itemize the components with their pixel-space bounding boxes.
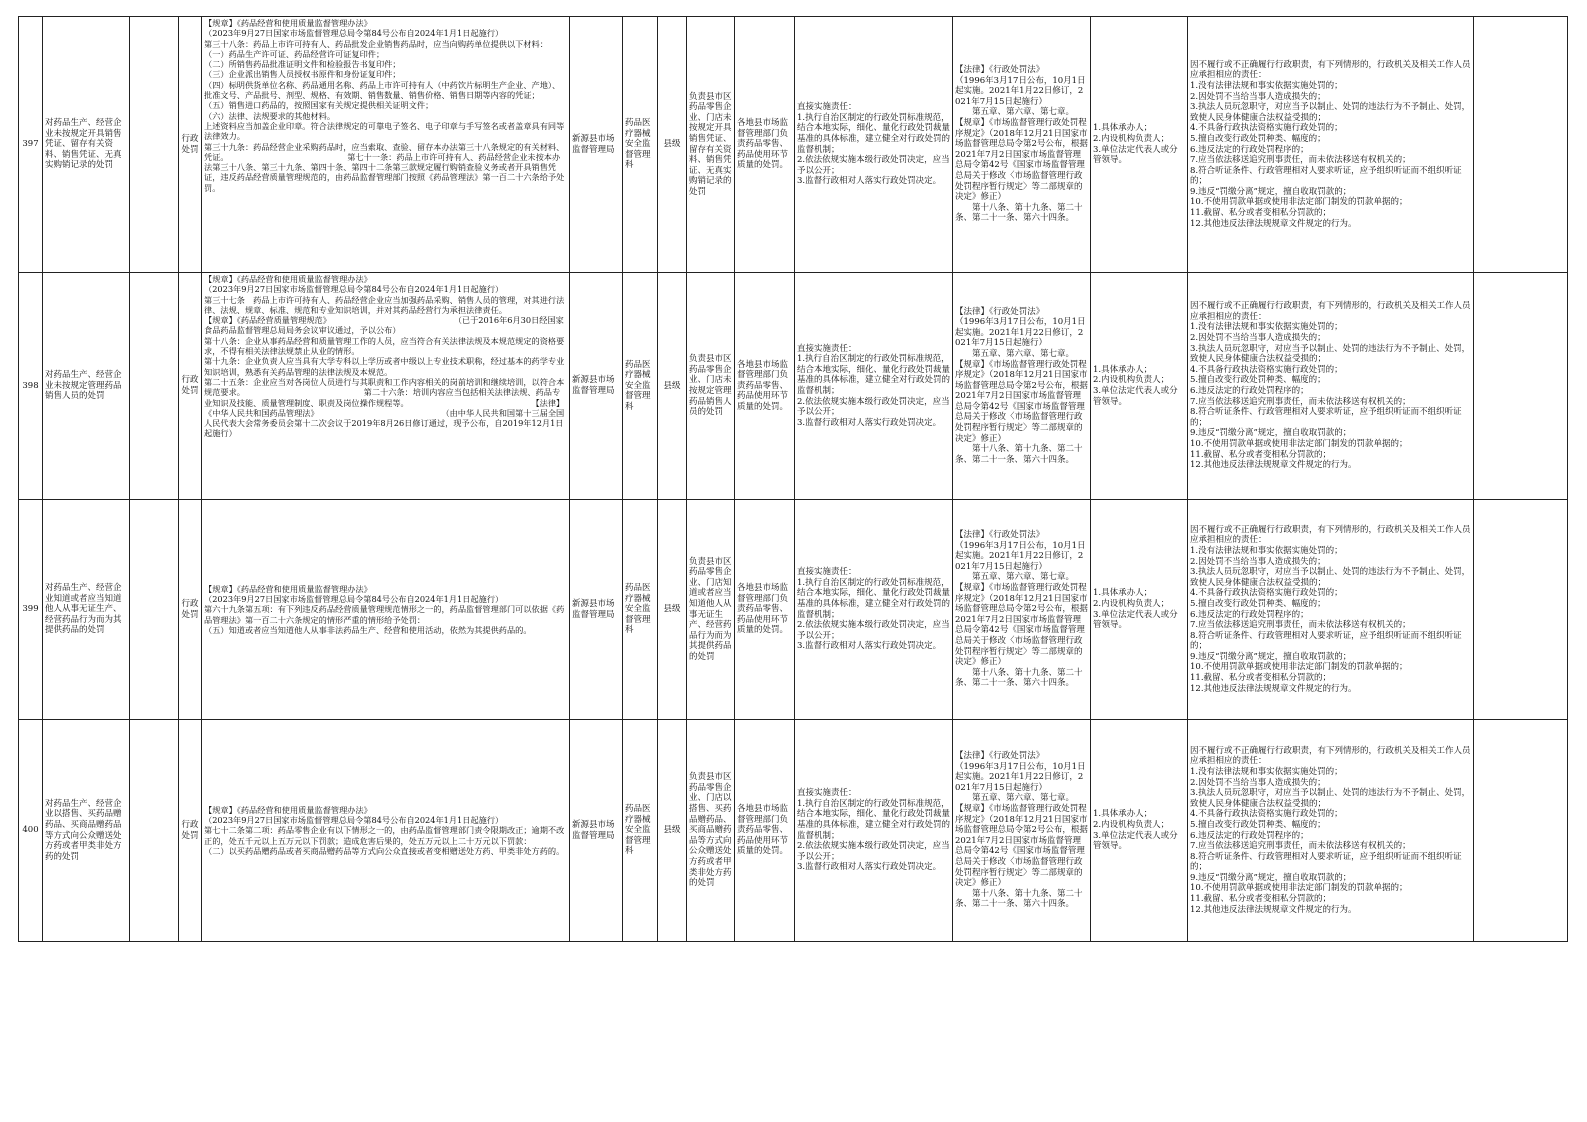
legal-basis: 【规章】《药品经营和使用质量监督管理办法》 （2023年9月27日国家市场监督管理总局令第84号公布自2024年1月1日起施行） 第三十七条 药品上市许可持有人、药品经营企业应当加强药品采购、销售人员的管理，对其进行法律、法规、规章、标准、规范和专业知识培训，并对其药品经营行为承担法律责任。 【规章】《药品经营质量管理规范》 （已于2016年6月30日经国家食品药品监督管理总局局务会议审议通过，予以公布） 第十八条：企业从事药品经营和质量管理工作的人员，应当符合有关法律法规及本规范规定的资格要求，不得有相关法律法规禁止从业的情形。 第十九条：企业负责人应当具有大学专科以上学历或者中级以上专业技术职称，经过基本的药学专业知识培训，熟悉有关药品管理的法律法规及本规范。 第二十五条：企业应当对各岗位人员进行与其职责和工作内容相关的岗前培训和继续培训，以符合本规范要求。 第二十六条：培训内容应当包括相关法律法规、药品专业知识及技能、质量管理制度、职责及岗位操作规程等。 【法律】《中华人民共和国药品管理法》 （由中华人民共和国第十三届全国人民代表大会常务委员会第十二次会议于2019年8月26日修订通过，现予公布，自2019年12月1日起施行） [202,273,570,500]
remark-cell [1474,273,1568,500]
item-name: 对药品生产、经营企业未按规定开具销售凭证、留存有关资料、销售凭证、无真实购销记录的处罚 [43,17,130,273]
remark-cell [1474,17,1568,273]
responsible-persons: 1.具体承办人； 2.内设机构负责人； 3.单位法定代表人或分管领导。 [1091,500,1188,720]
item-name: 对药品生产、经营企业知道或者应当知道他人从事无证生产、经营药品行为而为其提供药品的处罚 [43,500,130,720]
county-responsibility: 负责县市区药品零售企业、门店未按规定开具销售凭证、留存有关资料、销售凭证、无真实购销记录的处罚 [687,17,735,273]
implementing-department: 新源县市场监督管理局 [570,17,623,273]
duty-items: 直接实施责任： 1.执行自治区制定的行政处罚标准规范，结合本地实际，细化、量化行政处罚裁量基准的具体标准，建立健全对行政处罚的监督机制； 2.依法依规实施本级行政处罚决定，应当予以公开； 3.监督行政相对人落实行政处罚决定。 [795,500,953,720]
blank-cell [130,720,179,942]
responsible-subject: 各地县市场监督管理部门负责药品零售、药品使用环节质量的处罚。 [735,273,795,500]
table-row [19,500,1568,720]
responsible-subject: 各地县市场监督管理部门负责药品零售、药品使用环节质量的处罚。 [735,17,795,273]
duty-legal-basis: 【法律】《行政处罚法》 （1996年3月17日公布，10月1日起实施。2021年1月22日修订，2021年7月15日起施行） 第五章、第六章、第七章。 【规章】《市场监督管理行政处罚程序规定》（2018年12月21日国家市场监督管理总局令第2号公布，根据2021年7月2日国家市场监督管理总局令第42号《国家市场监督管理总局关于修改〈市场监督管理行政处罚程序暂行规定〉等二部规章的决定》修正） 第十八条、第十九条、第二十条、第二十一条、第六十四条。 [953,273,1091,500]
internal-office: 药品医疗器械安全监督管理科 [623,17,658,273]
accountability-cases: 因不履行或不正确履行行政职责，有下列情形的，行政机关及相关工作人员应承担相应的责任： 1.没有法律法规和事实依据实施处罚的； 2.因处罚不当给当事人造成损失的； 3.执法人员玩忽职守，对应当予以制止、处罚的违法行为不予制止、处罚，致使人民身体健康合法权益受损的； 4.不具备行政执法资格实施行政处罚的； 5.擅自改变行政处罚种类、幅度的； 6.违反法定的行政处罚程序的； 7.应当依法移送追究刑事责任，而未依法移送有权机关的； 8.符合听证条件、行政管理相对人要求听证，应予组织听证而不组织听证的； 9.违反“罚缴分离”规定，擅自收取罚款的； 10.不使用罚款单据或使用非法定部门制发的罚款单据的； 11.截留、私分或者变相私分罚款的； 12.其他违反法律法规规章文件规定的行为。 [1188,17,1474,273]
accountability-cases: 因不履行或不正确履行行政职责，有下列情形的，行政机关及相关工作人员应承担相应的责任： 1.没有法律法规和事实依据实施处罚的； 2.因处罚不当给当事人造成损失的； 3.执法人员玩忽职守，对应当予以制止、处罚的违法行为不予制止、处罚，致使人民身体健康合法权益受损的； 4.不具备行政执法资格实施行政处罚的； 5.擅自改变行政处罚种类、幅度的； 6.违反法定的行政处罚程序的； 7.应当依法移送追究刑事责任，而未依法移送有权机关的； 8.符合听证条件、行政管理相对人要求听证，应予组织听证而不组织听证的； 9.违反“罚缴分离”规定，擅自收取罚款的； 10.不使用罚款单据或使用非法定部门制发的罚款单据的； 11.截留、私分或者变相私分罚款的； 12.其他违反法律法规规章文件规定的行为。 [1188,720,1474,942]
power-list-table [18,16,1568,942]
responsible-persons: 1.具体承办人； 2.内设机构负责人； 3.单位法定代表人或分管领导。 [1091,273,1188,500]
responsible-subject: 各地县市场监督管理部门负责药品零售、药品使用环节质量的处罚。 [735,500,795,720]
power-category: 行政处罚 [179,720,202,942]
row-number: 398 [19,273,43,500]
blank-cell [130,500,179,720]
blank-cell [130,273,179,500]
county-responsibility: 负责县市区药品零售企业、门店知道或者应当知道他人从事无证生产、经营药品行为而为其提供药品的处罚 [687,500,735,720]
duty-legal-basis: 【法律】《行政处罚法》 （1996年3月17日公布，10月1日起实施。2021年1月22日修订，2021年7月15日起施行） 第五章、第六章、第七章。 【规章】《市场监督管理行政处罚程序规定》（2018年12月21日国家市场监督管理总局令第2号公布，根据2021年7月2日国家市场监督管理总局令第42号《国家市场监督管理总局关于修改〈市场监督管理行政处罚程序暂行规定〉等二部规章的决定》修正） 第十八条、第十九条、第二十条、第二十一条、第六十四条。 [953,17,1091,273]
duty-legal-basis: 【法律】《行政处罚法》 （1996年3月17日公布，10月1日起实施。2021年1月22日修订，2021年7月15日起施行） 第五章、第六章、第七章。 【规章】《市场监督管理行政处罚程序规定》（2018年12月21日国家市场监督管理总局令第2号公布，根据2021年7月2日国家市场监督管理总局令第42号《国家市场监督管理总局关于修改〈市场监督管理行政处罚程序暂行规定〉等二部规章的决定》修正） 第十八条、第十九条、第二十条、第二十一条、第六十四条。 [953,720,1091,942]
power-category: 行政处罚 [179,273,202,500]
duty-legal-basis: 【法律】《行政处罚法》 （1996年3月17日公布，10月1日起实施。2021年1月22日修订，2021年7月15日起施行） 第五章、第六章、第七章。 【规章】《市场监督管理行政处罚程序规定》（2018年12月21日国家市场监督管理总局令第2号公布，根据2021年7月2日国家市场监督管理总局令第42号《国家市场监督管理总局关于修改〈市场监督管理行政处罚程序暂行规定〉等二部规章的决定》修正） 第十八条、第十九条、第二十条、第二十一条、第六十四条。 [953,500,1091,720]
table-row [19,273,1568,500]
county-responsibility: 负责县市区药品零售企业、门店未按规定管理药品销售人员的处罚 [687,273,735,500]
implementing-department: 新源县市场监督管理局 [570,500,623,720]
item-name: 对药品生产、经营企业以搭售、买药品赠药品、买商品赠药品等方式向公众赠送处方药或者甲类非处方药的处罚 [43,720,130,942]
legal-basis: 【规章】《药品经营和使用质量监督管理办法》 （2023年9月27日国家市场监督管理总局令第84号公布自2024年1月1日起施行） 第三十八条：药品上市许可持有人、药品批发企业销售药品时，应当向购药单位提供以下材料： （一）药品生产许可证、药品经营许可证复印件； （二）所销售药品批准证明文件和检验报告书复印件； （三）企业派出销售人员授权书原件和身份证复印件； （四）标明供货单位名称、药品通用名称、药品上市许可持有人（中药饮片标明生产企业、产地）、批准文号、产品批号、剂型、规格、有效期、销售数量、销售价格、销售日期等内容的凭证； （五）销售进口药品的，按照国家有关规定提供相关证明文件； （六）法律、法规要求的其他材料。 上述资料应当加盖企业印章。符合法律规定的可靠电子签名、电子印章与手写签名或者盖章具有同等法律效力。 第三十九条：药品经营企业采购药品时，应当索取、查验、留存本办法第三十八条规定的有关材料、凭证。 第七十一条：药品上市许可持有人、药品经营企业未按本办法第三十八条、第三十九条、第四十条、第四十二条第三款规定履行购销查验义务或者开具销售凭证，违反药品经营质量管理规范的，由药品监督管理部门按照《药品管理法》第一百二十六条给予处罚。 [202,17,570,273]
implementing-department: 新源县市场监督管理局 [570,273,623,500]
internal-office: 药品医疗器械安全监督管理科 [623,500,658,720]
admin-level: 县级 [658,17,687,273]
row-number: 400 [19,720,43,942]
power-category: 行政处罚 [179,500,202,720]
county-responsibility: 负责县市区药品零售企业、门店以搭售、买药品赠药品、买商品赠药品等方式向公众赠送处方药或者甲类非处方药的处罚 [687,720,735,942]
duty-items: 直接实施责任： 1.执行自治区制定的行政处罚标准规范，结合本地实际，细化、量化行政处罚裁量基准的具体标准，建立健全对行政处罚的监督机制； 2.依法依规实施本级行政处罚决定，应当予以公开； 3.监督行政相对人落实行政处罚决定。 [795,273,953,500]
table-row [19,720,1568,942]
blank-cell [130,17,179,273]
remark-cell [1474,720,1568,942]
table-row [19,17,1568,273]
power-category: 行政处罚 [179,17,202,273]
admin-level: 县级 [658,273,687,500]
admin-level: 县级 [658,500,687,720]
responsible-persons: 1.具体承办人； 2.内设机构负责人； 3.单位法定代表人或分管领导。 [1091,17,1188,273]
internal-office: 药品医疗器械安全监督管理科 [623,720,658,942]
row-number: 399 [19,500,43,720]
duty-items: 直接实施责任： 1.执行自治区制定的行政处罚标准规范，结合本地实际，细化、量化行政处罚裁量基准的具体标准，建立健全对行政处罚的监督机制； 2.依法依规实施本级行政处罚决定，应当予以公开； 3.监督行政相对人落实行政处罚决定。 [795,720,953,942]
duty-items: 直接实施责任： 1.执行自治区制定的行政处罚标准规范，结合本地实际，细化、量化行政处罚裁量基准的具体标准，建立健全对行政处罚的监督机制； 2.依法依规实施本级行政处罚决定，应当予以公开； 3.监督行政相对人落实行政处罚决定。 [795,17,953,273]
responsible-persons: 1.具体承办人； 2.内设机构负责人； 3.单位法定代表人或分管领导。 [1091,720,1188,942]
legal-basis: 【规章】《药品经营和使用质量监督管理办法》 （2023年9月27日国家市场监督管理总局令第84号公布自2024年1月1日起施行） 第六十九条第五项：有下列违反药品经营质量管理规范情形之一的，药品监督管理部门可以依据《药品管理法》第一百二十六条规定的情形严重的情形给予处罚： （五）知道或者应当知道他人从事非法药品生产、经营和使用活动，依然为其提供药品的。 [202,500,570,720]
responsible-subject: 各地县市场监督管理部门负责药品零售、药品使用环节质量的处罚。 [735,720,795,942]
row-number: 397 [19,17,43,273]
item-name: 对药品生产、经营企业未按规定管理药品销售人员的处罚 [43,273,130,500]
accountability-cases: 因不履行或不正确履行行政职责，有下列情形的，行政机关及相关工作人员应承担相应的责任： 1.没有法律法规和事实依据实施处罚的； 2.因处罚不当给当事人造成损失的； 3.执法人员玩忽职守，对应当予以制止、处罚的违法行为不予制止、处罚，致使人民身体健康合法权益受损的； 4.不具备行政执法资格实施行政处罚的； 5.擅自改变行政处罚种类、幅度的； 6.违反法定的行政处罚程序的； 7.应当依法移送追究刑事责任，而未依法移送有权机关的； 8.符合听证条件、行政管理相对人要求听证，应予组织听证而不组织听证的； 9.违反“罚缴分离”规定，擅自收取罚款的； 10.不使用罚款单据或使用非法定部门制发的罚款单据的； 11.截留、私分或者变相私分罚款的； 12.其他违反法律法规规章文件规定的行为。 [1188,273,1474,500]
legal-basis: 【规章】《药品经营和使用质量监督管理办法》 （2023年9月27日国家市场监督管理总局令第84号公布自2024年1月1日起施行） 第七十二条第二项：药品零售企业有以下情形之一的，由药品监督管理部门责令限期改正；逾期不改正的，处五千元以上五万元以下罚款；造成危害后果的，处五万元以上二十万元以下罚款： （二）以买药品赠药品或者买商品赠药品等方式向公众直接或者变相赠送处方药、甲类非处方药的。 [202,720,570,942]
admin-level: 县级 [658,720,687,942]
implementing-department: 新源县市场监督管理局 [570,720,623,942]
remark-cell [1474,500,1568,720]
internal-office: 药品医疗器械安全监督管理科 [623,273,658,500]
accountability-cases: 因不履行或不正确履行行政职责，有下列情形的，行政机关及相关工作人员应承担相应的责任： 1.没有法律法规和事实依据实施处罚的； 2.因处罚不当给当事人造成损失的； 3.执法人员玩忽职守，对应当予以制止、处罚的违法行为不予制止、处罚，致使人民身体健康合法权益受损的； 4.不具备行政执法资格实施行政处罚的； 5.擅自改变行政处罚种类、幅度的； 6.违反法定的行政处罚程序的； 7.应当依法移送追究刑事责任，而未依法移送有权机关的； 8.符合听证条件、行政管理相对人要求听证，应予组织听证而不组织听证的； 9.违反“罚缴分离”规定，擅自收取罚款的； 10.不使用罚款单据或使用非法定部门制发的罚款单据的； 11.截留、私分或者变相私分罚款的； 12.其他违反法律法规规章文件规定的行为。 [1188,500,1474,720]
